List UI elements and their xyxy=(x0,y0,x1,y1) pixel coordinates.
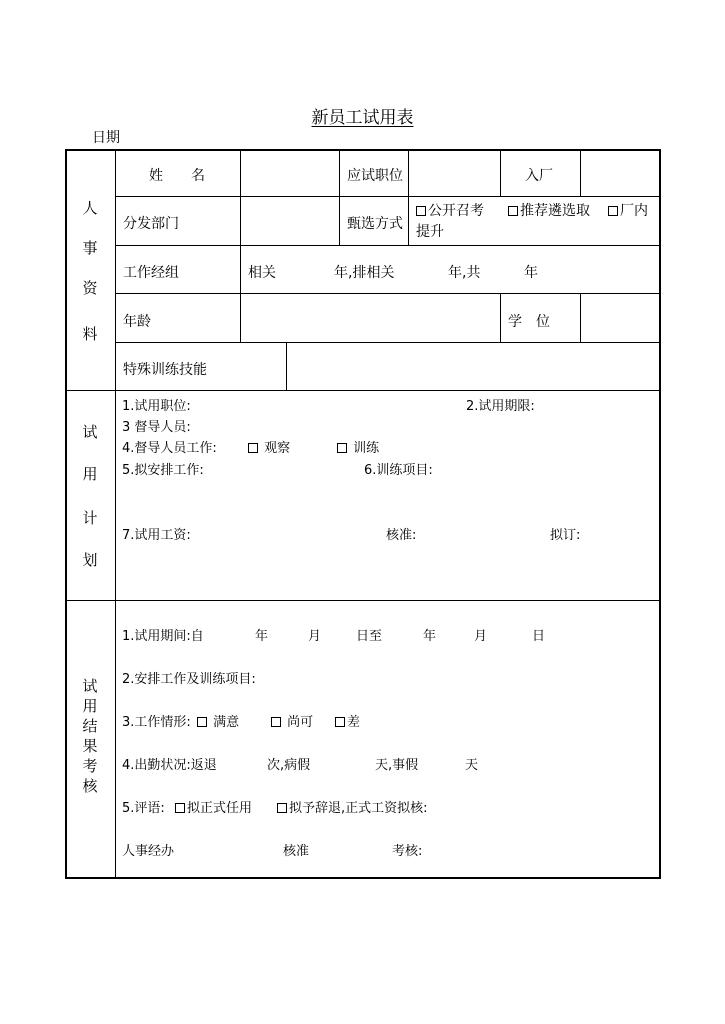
checkbox-icon xyxy=(277,803,287,813)
personnel-label-1: 人 xyxy=(82,199,98,217)
plan-item-5: 5.拟安排工作: xyxy=(122,463,204,478)
row2-divider-b xyxy=(339,196,340,245)
personnel-label-2: 事 xyxy=(82,239,98,257)
result-label-3: 结 xyxy=(82,717,98,735)
personnel-label-4: 料 xyxy=(82,325,98,343)
option-internal-line2: 提升 xyxy=(416,224,444,240)
hr-handler: 人事经办 xyxy=(122,844,175,859)
result-review: 考核: xyxy=(392,844,423,859)
plan-approve: 核准: xyxy=(386,528,417,543)
row-line-4 xyxy=(115,342,660,343)
result-att-days: 天 xyxy=(465,758,479,773)
special-skills-label: 特殊训练技能 xyxy=(123,362,207,378)
row3-divider-a xyxy=(240,245,241,293)
plan-label-2: 用 xyxy=(82,465,98,483)
result-label-2: 用 xyxy=(82,697,98,715)
checkbox-icon xyxy=(608,206,618,216)
result-label-6: 核 xyxy=(82,777,98,795)
checkbox-icon xyxy=(416,206,426,216)
result-period: 1.试用期间:自 xyxy=(122,629,204,644)
exp-year-semi: 年,排相关 xyxy=(334,265,395,281)
position-applied-label: 应试职位 xyxy=(347,168,403,184)
result-approve: 核准 xyxy=(283,844,310,859)
option-recommend[interactable]: 推荐遴选取 xyxy=(508,200,590,220)
plan-item-2: 2.试用期限: xyxy=(466,399,535,414)
plan-item-6: 6.训练项目: xyxy=(364,463,433,478)
result-attendance: 4.出勤状况:返退 xyxy=(122,758,217,773)
row1-divider-b xyxy=(339,150,340,196)
option-dismiss[interactable]: 拟予辞退,正式工资拟核: xyxy=(277,797,428,816)
checkbox-icon xyxy=(508,206,518,216)
result-label-1: 试 xyxy=(82,677,98,695)
plan-label-1: 试 xyxy=(82,423,98,441)
checkbox-icon xyxy=(175,803,185,813)
row-line-3 xyxy=(115,293,660,294)
row4-divider-a xyxy=(240,293,241,342)
row4-divider-b xyxy=(500,293,501,342)
exp-related: 相关 xyxy=(248,265,276,281)
row1-divider-c xyxy=(408,150,409,196)
checkbox-icon xyxy=(335,717,345,727)
row2-divider-c xyxy=(408,196,409,245)
personnel-label-3: 资 xyxy=(82,279,98,297)
plan-item-4: 4.督导人员工作: xyxy=(122,441,217,456)
result-work-condition: 3.工作情形: xyxy=(122,715,191,730)
result-att-sick: 次,病假 xyxy=(267,758,311,773)
option-internal[interactable]: 厂内 xyxy=(608,200,648,220)
exp-year: 年 xyxy=(524,265,538,281)
option-satisfied[interactable]: 满意 xyxy=(197,711,239,730)
result-att-personal: 天,事假 xyxy=(375,758,419,773)
row5-divider-a xyxy=(286,342,287,390)
result-month: 月 xyxy=(308,629,322,644)
department-label: 分发部门 xyxy=(123,216,179,232)
join-label: 入厂 xyxy=(525,168,553,184)
result-year: 年 xyxy=(255,629,269,644)
name-label: 姓 名 xyxy=(149,168,205,184)
section-divider-plan xyxy=(66,390,660,391)
selection-method-label: 甄选方式 xyxy=(347,216,403,232)
row-line-1 xyxy=(115,196,660,197)
row2-divider-a xyxy=(240,196,241,245)
page-title: 新员工试用表 xyxy=(311,108,414,128)
age-label: 年龄 xyxy=(123,314,151,330)
result-month2: 月 xyxy=(474,629,488,644)
plan-draft: 拟订: xyxy=(550,528,581,543)
plan-label-3: 计 xyxy=(82,509,98,527)
result-comment: 5.评语: xyxy=(122,801,165,816)
row1-divider-e xyxy=(580,150,581,196)
experience-label: 工作经组 xyxy=(123,265,179,281)
result-label-5: 考 xyxy=(82,757,98,775)
checkbox-icon xyxy=(197,717,207,727)
option-poor[interactable]: 差 xyxy=(335,711,360,730)
date-label: 日期 xyxy=(92,130,120,146)
row4-divider-c xyxy=(580,293,581,342)
row1-divider-d xyxy=(500,150,501,196)
option-observe[interactable]: 观察 xyxy=(248,437,290,456)
row-line-2 xyxy=(115,245,660,246)
exp-year-total: 年,共 xyxy=(448,265,481,281)
plan-label-4: 划 xyxy=(82,551,98,569)
degree-label: 学 位 xyxy=(508,314,550,330)
result-day2: 日 xyxy=(532,629,546,644)
result-day-to: 日至 xyxy=(356,629,383,644)
result-label-4: 果 xyxy=(82,737,98,755)
plan-item-1: 1.试用职位: xyxy=(122,399,191,414)
result-year2: 年 xyxy=(423,629,437,644)
checkbox-icon xyxy=(248,443,258,453)
row1-divider-a xyxy=(240,150,241,196)
option-formal[interactable]: 拟正式任用 xyxy=(175,797,252,816)
option-ok[interactable]: 尚可 xyxy=(271,711,313,730)
plan-item-3: 3 督导人员: xyxy=(122,420,191,435)
label-column-divider xyxy=(115,150,116,878)
section-divider-result xyxy=(66,600,660,601)
result-arrangement: 2.安排工作及训练项目: xyxy=(122,672,256,687)
option-public-exam[interactable]: 公开召考 xyxy=(416,200,484,220)
checkbox-icon xyxy=(337,443,347,453)
checkbox-icon xyxy=(271,717,281,727)
option-train[interactable]: 训练 xyxy=(337,437,379,456)
plan-item-7: 7.试用工资: xyxy=(122,528,191,543)
